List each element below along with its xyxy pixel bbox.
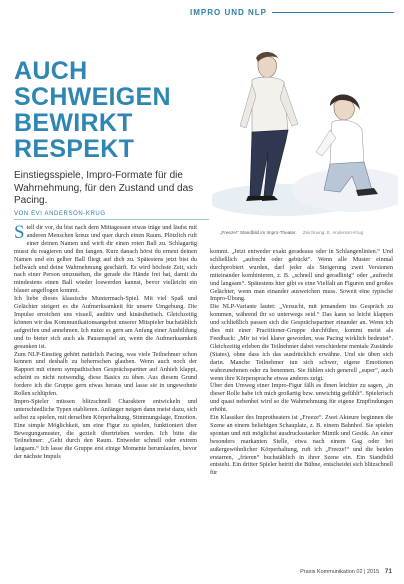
caption-credit: Zeichnung: E. Anderson-Krug — [302, 230, 364, 235]
headline-line: AUCH — [14, 57, 88, 85]
body-paragraph — [14, 224, 197, 295]
publication-info: Praxis Kommunikation 02 | 2015 — [300, 569, 380, 575]
illustration-caption — [220, 230, 398, 235]
body-column-left — [14, 224, 197, 568]
body-paragraph: Ich liebe dieses klassische Muntermach-Spiel. Mit viel Spaß und Gelächter steigert es die Aufmerksamkeit für unsere Umgebung. Die Impulse erreichen uns visuell, auditiv und kinästhetisch. Gleichzeitig können wir das Kommunikationsangebot unserer Mitspieler buchstäblich aufgreifen und annehmen. Ich nutze es gern am Anfang einer Ausbildung und to bieter sich auch als Pausenspiel an, wenn die Aufmerksamkeit gesunken ist. — [14, 295, 197, 350]
body-text: tell dir vor, du bist nach dem Mittagessen etwas träge und läufst mit anderen Menschen kreuz und quer durch einen Raum. Plötzlich ruft einer deinen Namen und wirft dir einen roten Ball zu. Schlagartig musst du reagieren und ihn fangen. Kurz danach hörst du erneut deinen Namen und ein gelber Ball fliegt auf dich zu. Spätestens jetzt bist du hellwach und deine Wahrnehmung geschärft. Es wird höchste Zeit, sich nach einer Person umzusehen, die gerade die Hände frei hat, damit du mindestens einen Ball wieder loswerden kannst, bevor vielleicht ein blauer angeflogen kommt. — [14, 224, 197, 295]
headline-line: BEWIRKT — [14, 109, 133, 137]
body-paragraph: Ein Klassiker des Improtheaters ist „Freeze“. Zwei Akteure beginnen die Szene an einem beliebigen Schauplatz, z. B. einem Bahnhof. Sie spielen spontan und mit möglichst ausdrucksstarker Mimik und Gestik. An einer besonders markanten Stelle, etwa nach einem Gag oder bei außergewöhnlicher Körperhaltung, ruft ich „Freeze!“ und die beiden erstarren, „frieren“ buchstäblich in ihrer Szene ein. Ein Standbild entsteht. Ein dritter Spieler betritt die Bühne, entscheidet sich blitzschnell für — [210, 414, 393, 477]
article-subtitle: Einstiegsspiele, Impro-Formate für die Wahrnehmung, für den Zustand und das Pacing. — [14, 170, 194, 206]
body-paragraph: Die NLP-Variante lautet: „Versucht, mit jemandem ins Gespräch zu kommen, während ihr so unterwegs seid.“ Das kann so leicht klappen und schließlich passen sich die Gesprächspartner einander an. Wenn ich dies mit einer Practitioner-Gruppe durchführe, kommt meist als Feedback: „Mir ist viel klarer geworden, was Pacing wirklich bedeutet“. Gleichzeitig erleben die Teilnehmer dabei verschiedene mentale Zustände (States), ohne dass ich das ausdrücklich erwähne. Und sie üben sich darin. Manche Teilnehmer tun sich schwer, eigene Emotionen wahrzunehmen oder zu benennen. Sie fühlen sich generell „super“, auch wenn ihre Körpersprache etwas anderes zeigt. — [210, 303, 393, 382]
drop-cap: S — [14, 224, 25, 243]
caption-text: „Freeze!“ Standbild im Impro-Theater. — [220, 230, 297, 235]
body-paragraph: Zum NLP-Einstieg gehört natürlich Pacing, was viele Teilnehmer schon kennen und deshalb zu beherrschen glauben. Wenn auch noch der Rapport mit einem sympathischen Gesprächspartner auf Anhieb klappt, scheint es nicht notwendig, diese Basics zu üben. Aus diesem Grund fordere ich die Gruppe gern etwas heraus und lasse sie in ungewohnte Rollen schlüpfen. — [14, 350, 197, 398]
body-paragraph: Über den Umweg einer Impro-Figur fällt es ihnen leichter zu sagen, „in dieser Rolle habe ich mich großartig bzw. unwichtig gefühlt“. Spielerisch und quasi nebenbei wird so die Wahrnehmung für eigene Empfindungen erhöht. — [210, 382, 393, 414]
page-number: 71 — [384, 568, 392, 575]
author-byline: VON EVI ANDERSON-KRUG — [14, 211, 106, 217]
body-column-right — [210, 248, 393, 568]
body-paragraph: Impro-Spieler müssen blitzschnell Charaktere entwickeln und unterschiedliche Typen etablieren. Anfänger neigen dann meist dazu, sich selbst zu spielen, mit derselben Körperhaltung, Stimmungslage, Emotion. Eine simple Möglichkeit, um eine Figur zu spielen, funktioniert über Bewegungsmuster, die gezielt übertrieben werden. Ich bitte die Teilnehmer: „Geht durch den Raum. Entweder schnell oder extrem langsam.“ Ich lasse die Gruppe erst einige Momente herumlaufen, bevor der nächste Impuls — [14, 397, 197, 461]
headline-line: SCHWEIGEN — [14, 83, 171, 111]
body-paragraph: kommt. „Jetzt entweder exakt geradeaus oder in Schlangenlinien.“ Und schließlich „aufrecht oder gebückt“. Wenn alle Muster einmal durchprobiert wurden, darf jeder als Steigerung zwei Versionen miteinander kombinieren, z. B. „schnell und geradlinig“ oder „aufrecht und langsam“. Spätestens hier gibt es eine Vielfalt an Figuren und großes Gelächter, wenn man einander ausweichen muss. Soweit eine typische Impro-Übung. — [210, 248, 393, 303]
headline-line: RESPEKT — [14, 135, 135, 163]
section-rubric: IMPRO UND NLP — [190, 8, 267, 17]
page-footer — [300, 568, 392, 575]
freeze-illustration — [212, 40, 398, 226]
byline-rule — [14, 219, 209, 220]
article-headline — [14, 58, 214, 162]
rubric-rule — [272, 12, 394, 13]
